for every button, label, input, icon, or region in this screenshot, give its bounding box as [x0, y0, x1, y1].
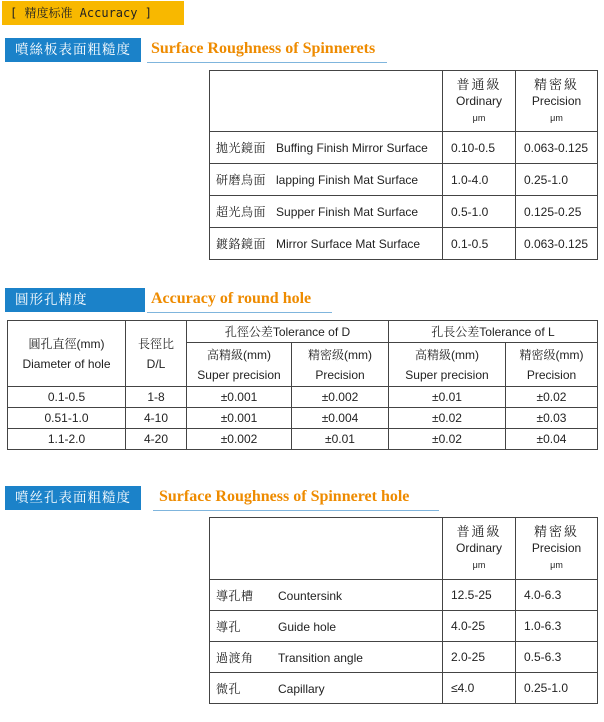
section3-underline: [153, 510, 439, 511]
cell-precision: 0.25-1.0: [516, 673, 598, 704]
row-label: [210, 132, 443, 164]
table-row: [210, 611, 598, 642]
cell-l-prec: ±0.04: [506, 429, 598, 450]
cell-dl: 1-8: [126, 387, 187, 408]
col-precision-zh: 精密級: [533, 76, 579, 92]
cell-diameter: 0.51-1.0: [8, 408, 126, 429]
col-d-prec-en: Precision: [315, 367, 365, 382]
col-precision-en: Precision: [531, 541, 582, 555]
col-d-prec: [292, 343, 389, 387]
col-l-super-zh: 高精級(mm): [415, 347, 479, 362]
row-label-en: Capillary: [278, 681, 325, 696]
row-label-en: Countersink: [278, 588, 343, 603]
col-precision: [516, 518, 598, 580]
section2-zh-title: 圓形孔精度: [5, 288, 145, 312]
cell-diameter: 0.1-0.5: [8, 387, 126, 408]
col-d-prec-zh: 精密级(mm): [308, 347, 372, 362]
col-precision-en: Precision: [531, 93, 582, 108]
col-tolerance-d: 孔徑公差Tolerance of D: [187, 321, 389, 343]
col-diameter-en: Diameter of hole: [22, 356, 111, 371]
col-ordinary-en: Ordinary: [455, 541, 502, 555]
cell-precision: 4.0-6.3: [516, 580, 598, 611]
cell-ordinary: 1.0-4.0: [443, 164, 516, 196]
cell-ordinary: 4.0-25: [443, 611, 516, 642]
row-label: [210, 642, 443, 673]
round-hole-accuracy-table: [7, 320, 598, 450]
row-label-zh: 微孔: [216, 681, 242, 696]
col-precision-unit: μm: [550, 112, 563, 123]
cell-precision: 0.063-0.125: [516, 228, 598, 260]
row-label: [210, 228, 443, 260]
section1-en-title: Surface Roughness of Spinnerets: [151, 40, 376, 57]
row-label-zh: 過渡角: [216, 650, 254, 665]
cell-d-super: ±0.001: [187, 408, 292, 429]
row-label: [210, 196, 443, 228]
col-diameter: [8, 321, 126, 387]
cell-ordinary: 0.1-0.5: [443, 228, 516, 260]
cell-ordinary: 2.0-25: [443, 642, 516, 673]
col-tolerance-l: 孔長公差Tolerance of L: [389, 321, 598, 343]
table-row: [210, 673, 598, 704]
col-diameter-zh: 圓孔直徑(mm): [28, 336, 105, 351]
cell-ordinary: ≤4.0: [443, 673, 516, 704]
row-label-zh: 研磨烏面: [216, 173, 267, 187]
cell-l-prec: ±0.02: [506, 387, 598, 408]
col-precision-zh: 精密級: [533, 524, 579, 539]
row-label: [210, 580, 443, 611]
cell-d-prec: ±0.01: [292, 429, 389, 450]
cell-dl: 4-20: [126, 429, 187, 450]
cell-l-super: ±0.01: [389, 387, 506, 408]
col-l-prec: [506, 343, 598, 387]
cell-l-super: ±0.02: [389, 408, 506, 429]
cell-ordinary: 0.10-0.5: [443, 132, 516, 164]
spinneret-hole-roughness-table: [209, 517, 598, 704]
cell-ordinary: 0.5-1.0: [443, 196, 516, 228]
section1-underline: [147, 62, 387, 63]
col-d-super-en: Super precision: [197, 367, 281, 382]
col-l-super-en: Super precision: [405, 367, 489, 382]
cell-l-prec: ±0.03: [506, 408, 598, 429]
col-l-prec-zh: 精密级(mm): [519, 347, 584, 362]
cell-precision: 0.125-0.25: [516, 196, 598, 228]
row-label-en: Supper Finish Mat Surface: [276, 205, 419, 219]
section2-en-title: Accuracy of round hole: [151, 290, 312, 307]
col-precision: [516, 71, 598, 132]
cell-ordinary: 12.5-25: [443, 580, 516, 611]
col-ordinary: [443, 518, 516, 580]
cell-precision: 0.063-0.125: [516, 132, 598, 164]
col-ordinary-zh: 普通級: [456, 76, 502, 92]
col-l-super: [389, 343, 506, 387]
row-label-zh: 超光烏面: [216, 205, 267, 219]
section1-zh-title: 噴絲板表面粗糙度: [5, 38, 141, 62]
col-dl-zh: 長徑比: [137, 336, 174, 351]
row-label-zh: 導孔: [216, 619, 242, 634]
cell-l-super: ±0.02: [389, 429, 506, 450]
row-label: [210, 673, 443, 704]
table-row: [210, 228, 598, 260]
col-ordinary-unit: μm: [472, 112, 486, 123]
col-precision-unit: μm: [550, 560, 563, 570]
col-dl-en: D/L: [146, 356, 166, 371]
col-dl: [126, 321, 187, 387]
section3-en-title: Surface Roughness of Spinneret hole: [159, 488, 410, 505]
row-label-zh: 導孔槽: [216, 588, 254, 603]
row-label-zh: 拋光鏡面: [216, 141, 267, 155]
row-label-en: lapping Finish Mat Surface: [276, 173, 419, 187]
cell-dl: 4-10: [126, 408, 187, 429]
cell-diameter: 1.1-2.0: [8, 429, 126, 450]
row-label: [210, 611, 443, 642]
cell-d-super: ±0.001: [187, 387, 292, 408]
row-label-en: Transition angle: [278, 650, 363, 665]
cell-precision: 0.5-6.3: [516, 642, 598, 673]
row-label-en: Mirror Surface Mat Surface: [276, 237, 421, 251]
table-row: [8, 408, 598, 429]
col-ordinary-zh: 普通級: [456, 524, 502, 539]
table-row: [210, 642, 598, 673]
col-l-prec-en: Precision: [526, 367, 577, 382]
table-row: [210, 164, 598, 196]
col-ordinary-unit: μm: [472, 560, 486, 570]
corner-cell: [210, 518, 443, 580]
row-label-en: Guide hole: [278, 619, 337, 634]
table-row: [8, 387, 598, 408]
col-d-super-zh: 高精級(mm): [207, 347, 271, 362]
row-label: [210, 164, 443, 196]
col-ordinary: [443, 71, 516, 132]
section3-zh-title: 噴丝孔表面粗糙度: [5, 486, 141, 510]
table-row: [210, 196, 598, 228]
row-label-en: Buffing Finish Mirror Surface: [276, 141, 428, 155]
corner-cell: [210, 71, 443, 132]
row-label-zh: 鍍鉻鏡面: [216, 237, 267, 251]
table-row: [210, 580, 598, 611]
cell-d-prec: ±0.004: [292, 408, 389, 429]
col-d-super: [187, 343, 292, 387]
cell-d-super: ±0.002: [187, 429, 292, 450]
spinneret-roughness-table: [209, 70, 598, 260]
accuracy-tag: [ 精度标准 Accuracy ]: [2, 1, 184, 25]
cell-precision: 1.0-6.3: [516, 611, 598, 642]
col-ordinary-en: Ordinary: [455, 93, 502, 108]
cell-precision: 0.25-1.0: [516, 164, 598, 196]
section2-underline: [147, 312, 332, 313]
cell-d-prec: ±0.002: [292, 387, 389, 408]
table-row: [210, 132, 598, 164]
table-row: [8, 429, 598, 450]
